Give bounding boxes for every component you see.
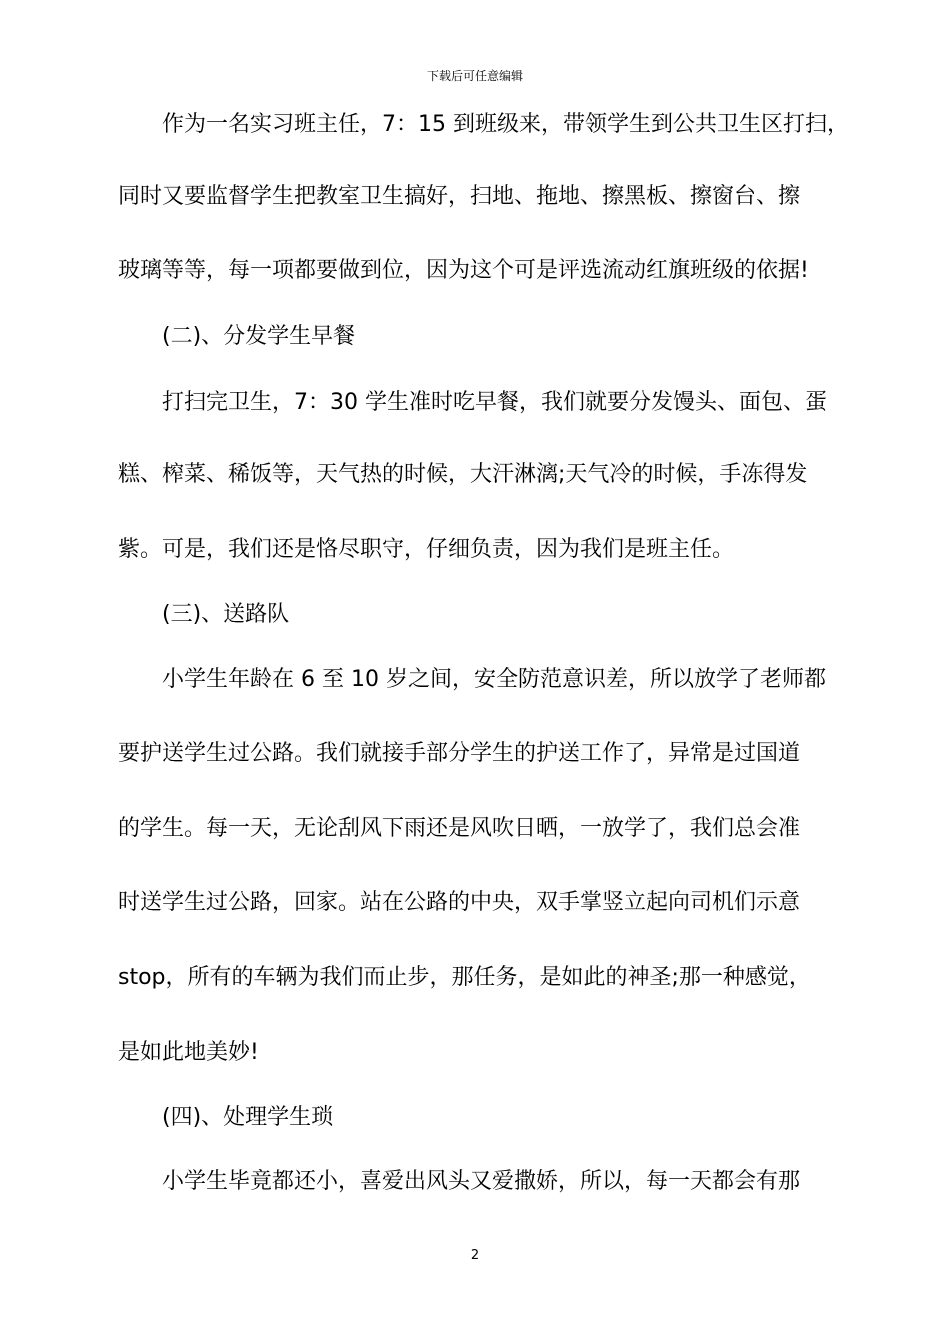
paragraph-line: 玻璃等等，每一项都要做到位，因为这个可是评选流动红旗班级的依据!: [118, 258, 809, 283]
paragraph-line: 作为一名实习班主任，7：15 到班级来，带领学生到公共卫生区打扫，: [162, 112, 849, 137]
paragraph-line: stop，所有的车辆为我们而止步，那任务，是如此的神圣;那一种感觉，: [118, 965, 811, 990]
page-header: 下载后可任意编辑: [426, 69, 523, 83]
paragraph-line: 打扫完卫生，7：30 学生准时吃早餐，我们就要分发馒头、面包、蛋: [162, 390, 827, 415]
page-number: 2: [470, 1248, 480, 1263]
paragraph-line: 小学生毕竟都还小，喜爱出风头又爱撒娇，所以，每一天都会有那: [162, 1169, 801, 1194]
section-heading: (三)、送路队: [162, 602, 290, 627]
section-heading: (四)、处理学生琐: [162, 1105, 334, 1130]
paragraph-line: 时送学生过公路，回家。站在公路的中央，双手掌竖立起向司机们示意: [118, 890, 801, 915]
paragraph-line: 小学生年龄在 6 至 10 岁之间，安全防范意识差，所以放学了老师都: [162, 667, 826, 692]
paragraph-line: 紫。可是，我们还是恪尽职守，仔细负责，因为我们是班主任。: [118, 537, 735, 562]
section-heading: (二)、分发学生早餐: [162, 324, 356, 349]
paragraph-line: 同时又要监督学生把教室卫生搞好，扫地、拖地、擦黑板、擦窗台、擦: [118, 184, 801, 209]
paragraph-line: 的学生。每一天，无论刮风下雨还是风吹日晒，一放学了，我们总会准: [118, 816, 801, 841]
paragraph-line: 糕、榨菜、稀饭等，天气热的时候，大汗淋漓;天气冷的时候，手冻得发: [118, 462, 808, 487]
paragraph-line: 要护送学生过公路。我们就接手部分学生的护送工作了，异常是过国道: [118, 741, 801, 766]
paragraph-line: 是如此地美妙!: [118, 1040, 259, 1065]
